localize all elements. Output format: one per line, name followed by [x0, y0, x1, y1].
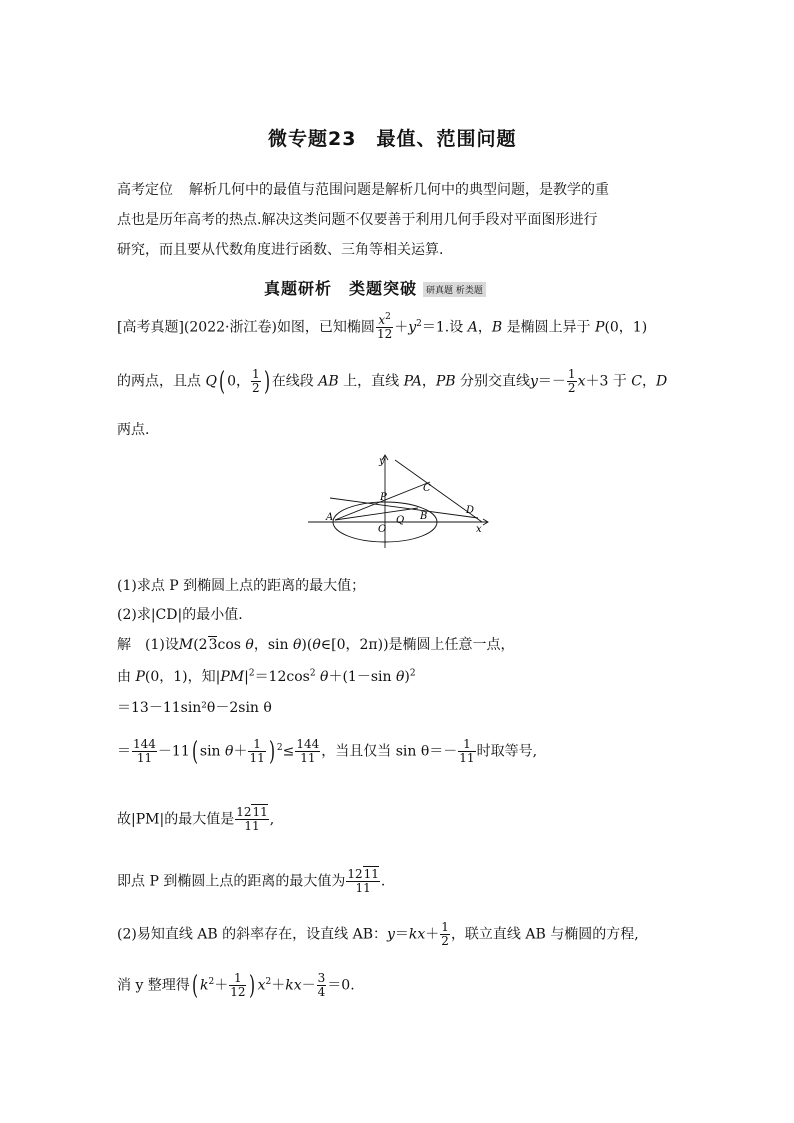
solution-text: 是椭圆上任意一点， [388, 637, 515, 653]
solution-line-3: ＝13－11sin²θ－2sin θ [117, 700, 272, 716]
intro-line-3: 研究，而且要从代数角度进行函数、三角等相关运算. [117, 242, 444, 258]
label-c: C [423, 483, 431, 494]
problem-text: ＝1.设 [421, 319, 464, 336]
solution-line-6: 即点 P 到椭圆上点的距离的最大值为 $\frac{1211}{11}$ . [117, 867, 386, 895]
problem-line-2: 的两点，且点 Q( 0， $\frac{1}{2}$ ) 在线段 AB 上，直线 PA，PB 分别交直线y＝－ $\frac{1}{2}$ x＋3 于 C，D [117, 366, 668, 397]
problem-text: 的两点，且点 [117, 373, 201, 390]
solution-line-2: 由 P(0，1)，知$|PM|^2=12\cos^2$ θ＋(1－sin θ)$^2$ [117, 668, 416, 685]
solution-text: 解 (1)设 [117, 637, 179, 653]
solution-line-1: 解 (1)设M(23cos θ，sin θ)(θ∈[0，2π))是椭圆上任意一点， [117, 637, 515, 653]
solution-line-7: (2)易知直线 AB 的斜率存在，设直线 AB：y＝kx＋ $\frac{1}{2}$ ，联立直线 AB 与椭圆的方程, [117, 920, 639, 948]
solution-text: ，知 [187, 669, 216, 685]
problem-line-1: [高考真题](2022·浙江卷)如图，已知椭圆 $\frac{x^2}{12}$ $+y^2=1$.设 A，B 是椭圆上异于 P(0，1) [117, 312, 648, 341]
solution-text: ，当且仅当 sin θ＝－ [321, 743, 458, 760]
intro-line-1 [117, 180, 609, 200]
label-o: O [378, 524, 387, 535]
label-d: D [466, 505, 475, 516]
section-heading [264, 276, 486, 299]
section-title: 真题研析 类题突破 [264, 279, 418, 298]
problem-text: 是椭圆上异于 [506, 319, 591, 336]
solution-line-8: 消 y 整理得( $k^2+$ $\frac{1}{12}$ ) $x^2+kx-$ $\frac{3}{4}$ ＝0. [117, 970, 355, 1001]
solution-text: 时取等号, [476, 743, 538, 760]
solution-line-5: 故|PM|的最大值是 $\frac{1211}{11}$ , [117, 805, 275, 833]
problem-text: 如图，已知椭圆 [276, 319, 375, 336]
label-q: Q [396, 515, 405, 526]
intro-text-1: 解析几何中的最值与范围问题是解析几何中的典型问题，是教学的重 [189, 182, 609, 198]
intro-line-2: 点也是历年高考的热点.解决这类问题不仅要善于利用几何手段对平面图形进行 [117, 212, 598, 228]
solution-text: 消 y 整理得 [117, 977, 190, 994]
problem-text: 在线段 [271, 373, 314, 390]
label-b: B [420, 511, 428, 522]
label-x: x [476, 524, 482, 535]
solution-text: 即点 P 到椭圆上点的距离的最大值为 [117, 873, 346, 890]
solution-text: 故|PM|的最大值是 [117, 811, 235, 828]
label-y: y [379, 456, 385, 467]
solution-text: (2)易知直线 AB 的斜率存在，设直线 AB： [117, 926, 387, 943]
solution-line-4: ＝ $\frac{144}{11}$ －11( sin θ＋ $\frac{1}{11}$ ) $^2$≤ $\frac{144}{11}$ ，当且仅当 sin θ＝－ $\frac{1}{11}$ 时取等号, [117, 736, 538, 767]
intro-label: 高考定位 [117, 182, 173, 198]
solution-text: ，联立直线 AB 与椭圆的方程, [450, 926, 639, 943]
problem-text: 分别交直线 [460, 373, 530, 390]
ellipse-figure [300, 450, 500, 550]
question-1: (1)求点 P 到椭圆上点的距离的最大值； [117, 578, 366, 594]
solution-text: 由 [117, 669, 131, 685]
problem-line-3: 两点. [117, 422, 150, 438]
label-a: A [326, 512, 334, 523]
problem-text: 上，直线 [343, 373, 400, 390]
label-p: P [380, 492, 387, 503]
problem-source: [高考真题](2022·浙江卷) [117, 319, 277, 336]
solution-text: ＝0. [327, 977, 355, 994]
problem-text: (0，1) [604, 319, 648, 336]
question-2: (2)求|CD|的最小值. [117, 607, 243, 623]
page-title: 微专题23 最值、范围问题 [268, 128, 517, 150]
segment-ab [335, 508, 418, 520]
section-tag: 研真题 析类题 [423, 282, 486, 297]
problem-text: 于 [612, 373, 627, 390]
